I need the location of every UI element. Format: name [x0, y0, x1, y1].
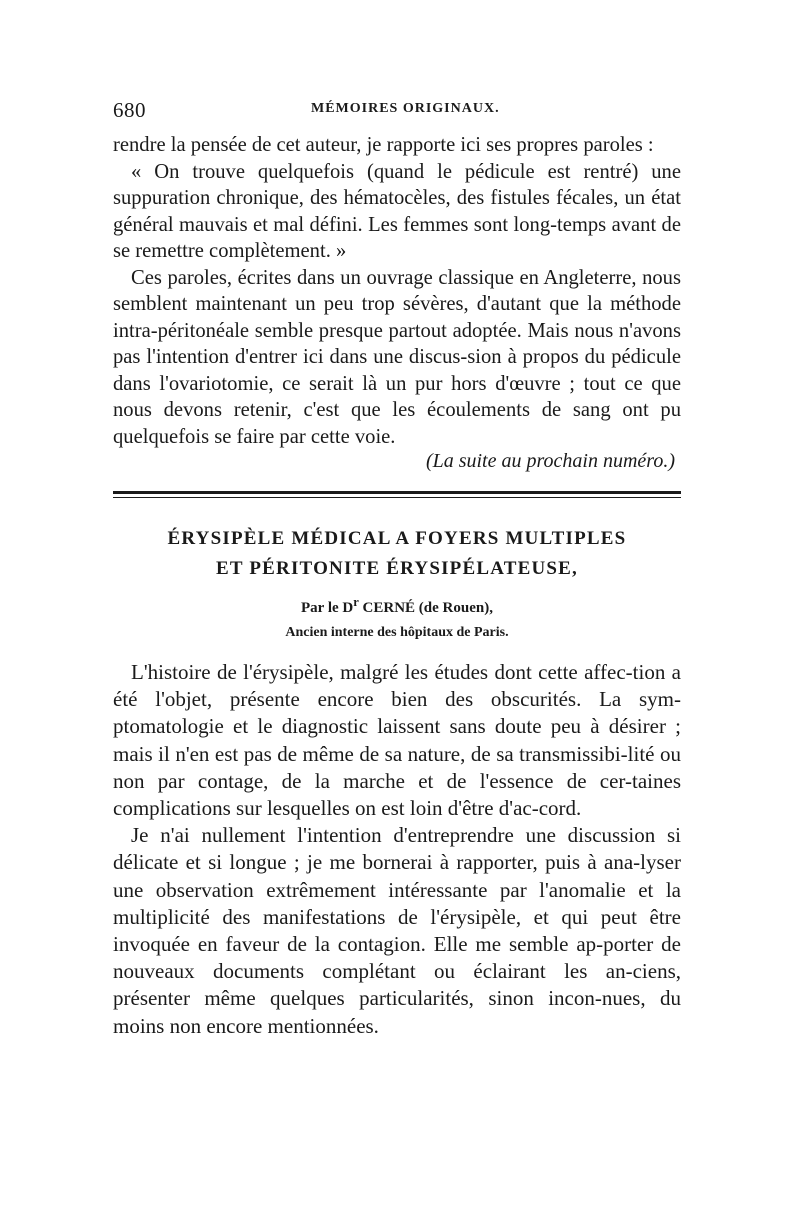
byline-prefix: Par le D [301, 600, 354, 616]
running-head [113, 98, 681, 128]
previous-article-text [113, 132, 681, 474]
separator-rule-thin [113, 497, 681, 498]
byline-superscript: r [353, 595, 359, 609]
paragraph: Je n'ai nullement l'intention d'entreprendre une discussion si délicate et si longue ; je me bornerai à rapporter, puis à ana-lyser une observation extrêmement intéressante par l'anomalie et la multiplicité des manifestations de l'érysipèle, et qui peut être invoquée en faveur de la contagion. Elle me semble ap-porter de nouveaux documents complétant ou éclairant les an-ciens, présenter même quelques particularités, sinon incon-nues, du moins non encore mentionnées. [113, 823, 681, 1038]
paragraph: L'histoire de l'érysipèle, malgré les études dont cette affec-tion a été l'objet, présente encore bien des obscurités. La sym-ptomatologie et le diagnostic laissent sans doute peu à désirer ; mais il n'en est pas de même de sa nature, de sa transmissibi-lité ou non par contage, de la marche et de l'essence de cer-taines complications sur lesquelles on est loin d'être d'ac-cord. [113, 660, 681, 821]
paragraph: « On trouve quelquefois (quand le pédicule est rentré) une suppuration chronique, des hématocèles, des fistules fécales, un état général mauvais et mal défini. Les femmes sont long-temps avant de se remettre complètement. » [113, 160, 681, 262]
byline [113, 592, 681, 618]
journal-title: MÉMOIRES ORIGINAUX. [311, 101, 500, 116]
page-number: 680 [113, 98, 146, 122]
affiliation: Ancien interne des hôpitaux de Paris. [285, 625, 509, 640]
continued-note: (La suite au prochain numéro.) [425, 450, 675, 472]
paragraph: rendre la pensée de cet auteur, je rapporte ici ses propres paroles : [113, 134, 654, 156]
page [113, 98, 681, 1040]
byline-author: CERNÉ (de Rouen), [362, 600, 493, 616]
paragraph: Ces paroles, écrites dans un ouvrage classique en Angleterre, nous semblent maintenant un peu trop sévères, d'autant que la méthode intra-péritonéale semble presque partout adoptée. Mais nous n'avons pas l'intention d'entrer ici dans une discus-sion à propos du pédicule dans l'ovariotomie, ce serait là un pur hors d'œuvre ; tout ce que nous devons retenir, c'est que les écoulements de sang ont pu quelquefois se faire par cette voie. [113, 266, 681, 448]
article-title-line1: ÉRYSIPÈLE MÉDICAL A FOYERS MULTIPLES [167, 528, 627, 549]
separator-rule-thick [113, 491, 681, 494]
article-body [113, 659, 681, 1040]
article-title-line2: ET PÉRITONITE ÉRYSIPÉLATEUSE, [216, 558, 578, 579]
article-title [113, 526, 681, 582]
